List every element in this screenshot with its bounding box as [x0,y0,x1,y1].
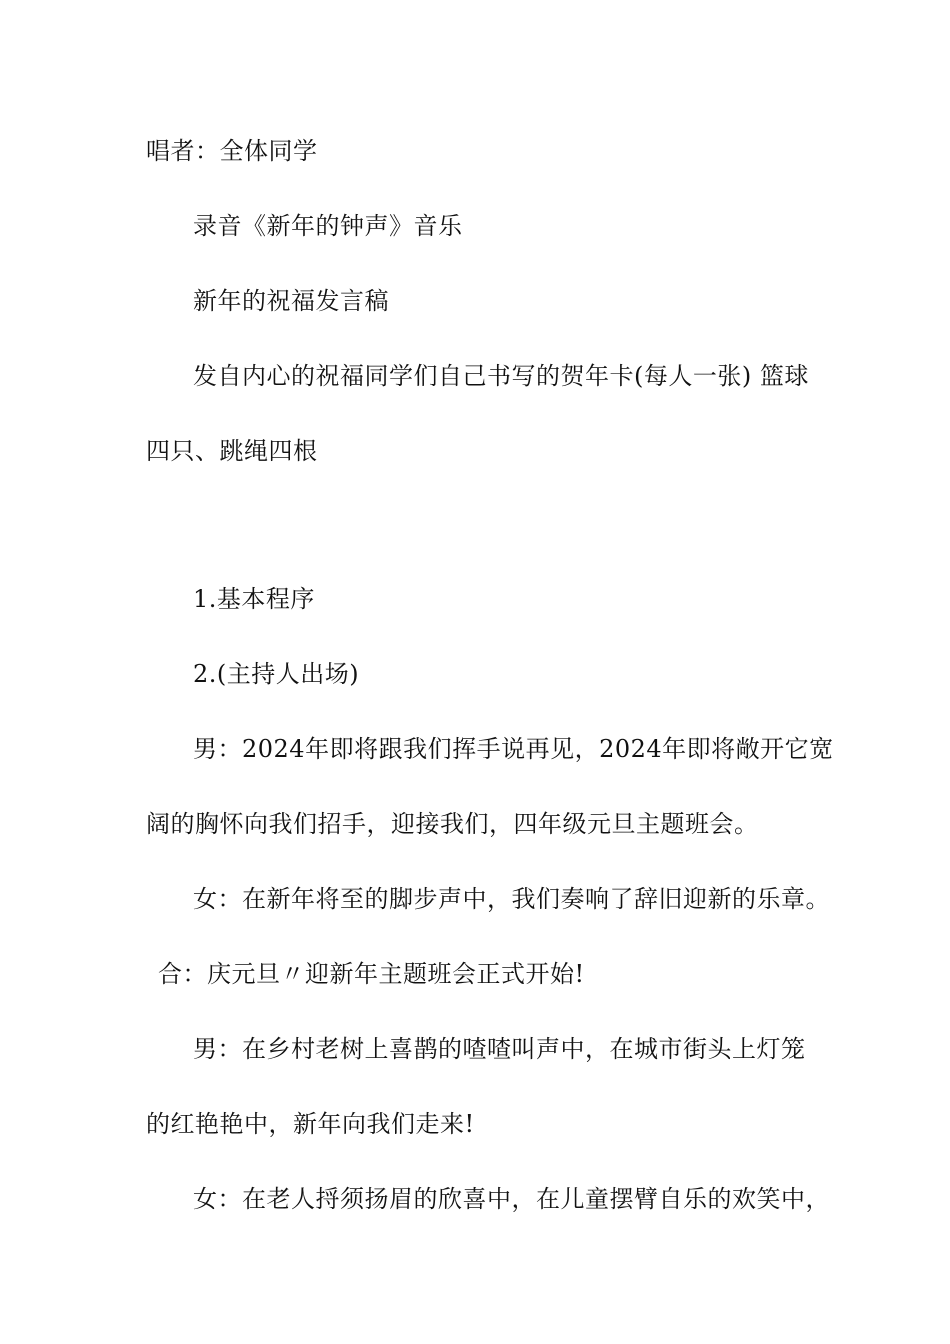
text-line-female-2: 女：在老人捋须扬眉的欣喜中，在儿童摆臂自乐的欢笑中， [193,1185,830,1213]
text-line-male-1a: 男：2024年即将跟我们挥手说再见，2024年即将敞开它宽 [193,735,834,763]
text-line-male-1b: 阔的胸怀向我们招手，迎接我们，四年级元旦主题班会。 [146,810,759,838]
text-line-male-2b: 的红艳艳中，新年向我们走来! [146,1110,475,1138]
text-line-host-entrance: 2.(主持人出场) [193,660,360,688]
text-line-basic-procedure: 1.基本程序 [193,585,315,613]
text-line-recording: 录音《新年的钟声》音乐 [193,212,463,240]
text-line-male-2a: 男：在乡村老树上喜鹊的喳喳叫声中，在城市街头上灯笼 [193,1035,806,1063]
text-line-female-1: 女：在新年将至的脚步声中，我们奏响了辞旧迎新的乐章。 [193,885,830,913]
text-line-props: 四只、跳绳四根 [146,437,318,465]
text-line-speech: 新年的祝福发言稿 [193,287,389,315]
text-line-together: 合：庆元旦〃迎新年主题班会正式开始! [158,960,585,988]
text-line-greeting-cards: 发自内心的祝福同学们自己书写的贺年卡(每人一张) 篮球 [193,362,809,390]
text-line-singers: 唱者：全体同学 [146,137,318,165]
